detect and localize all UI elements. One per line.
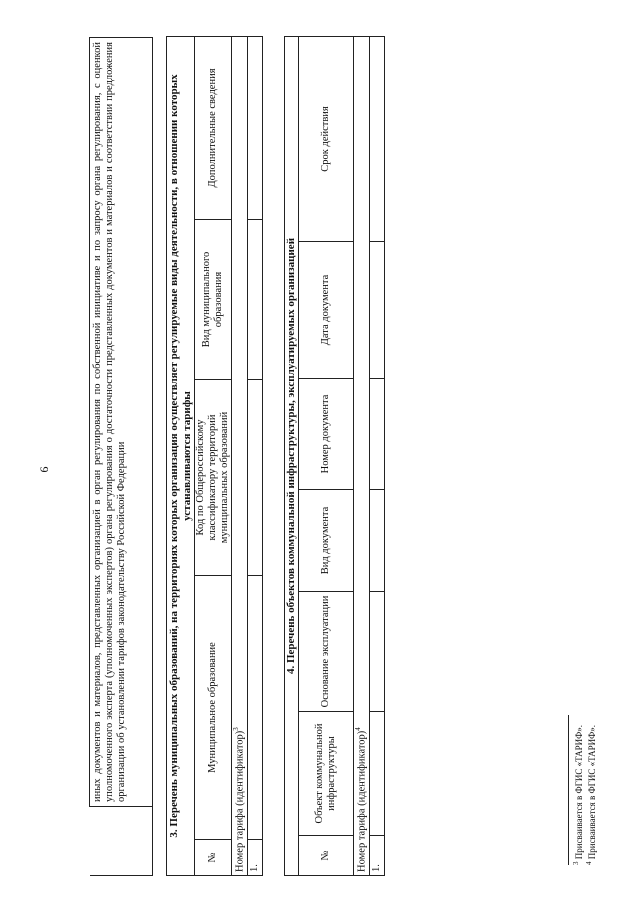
table-cell [369, 36, 384, 241]
footnote-ref: 3 [232, 727, 241, 731]
footnote-text: Присваивается в ФГИС «ТАРИФ». [574, 724, 584, 860]
col-header-document-number: Номер документа [299, 379, 354, 490]
continuation-paragraph: иных документов и материалов, представленных организацией в орган регулирования по собственной инициативе и по запросу органа регулирования, с оценкой уполномоченного эксперта (уполномоченных экспертов) органа регулирования о достаточности представленных документов и материалов и соответствии предложения организации об установлении тарифов законодательству Российской Федерации [90, 38, 153, 807]
col-header-municipality-type: Вид муниципального образования [195, 220, 232, 380]
footnote-divider [568, 715, 569, 865]
table-cell [369, 712, 384, 836]
footnotes [568, 695, 598, 865]
footnote-item [585, 695, 598, 865]
blank-cell [90, 807, 153, 876]
section-3-table [166, 37, 264, 876]
col-header-infrastructure-object: Объект коммунальной инфраструктуры [299, 712, 354, 836]
section-4-table [284, 37, 381, 876]
col-header-document-date: Дата документа [299, 242, 354, 379]
footnote-item [572, 695, 585, 865]
tariff-number-label: Номер тарифа (идентификатор) [234, 730, 246, 872]
section-4-title: 4. Перечень объектов коммунальной инфраструктуры, эксплуатируемых организацией [285, 36, 299, 875]
table-cell [369, 592, 384, 712]
col-header-num: № [195, 840, 232, 876]
footnote-text: Присваивается в ФГИС «ТАРИФ». [586, 724, 597, 860]
col-header-validity-period: Срок действия [299, 36, 354, 241]
row-number: 1. [369, 836, 384, 876]
row-number: 1. [248, 840, 263, 876]
table-cell [369, 490, 384, 592]
tariff-number-row [354, 36, 370, 875]
tariff-number-row [232, 36, 248, 875]
col-header-operation-basis: Основание эксплуатации [299, 592, 354, 712]
table-cell [369, 242, 384, 379]
col-header-additional-info: Дополнительные сведения [195, 36, 232, 219]
table-cell [248, 220, 263, 380]
section-3-title: 3. Перечень муниципальных образований, на территориях которых организация осуществляет регулируемые виды деятельности, в отношении которых устанавливаются тарифы [167, 36, 195, 875]
table-cell [248, 36, 263, 219]
footnote-mark: 4 [584, 861, 593, 865]
col-header-num: № [299, 836, 354, 876]
col-header-oktmo-code: Код по Общероссийскому классификатору территорий муниципальных образований [195, 380, 232, 576]
col-header-document-type: Вид документа [299, 490, 354, 592]
footnote-mark: 3 [572, 861, 580, 865]
table-cell [248, 576, 263, 840]
page-number: 9 [37, 466, 52, 473]
table-cell [369, 379, 384, 490]
tariff-number-label: Номер тарифа (идентификатор) [356, 730, 368, 872]
table-cell [248, 380, 263, 576]
col-header-municipality: Муниципальное образование [195, 576, 232, 840]
continuation-text-box [89, 37, 151, 876]
footnote-ref: 4 [354, 727, 362, 731]
